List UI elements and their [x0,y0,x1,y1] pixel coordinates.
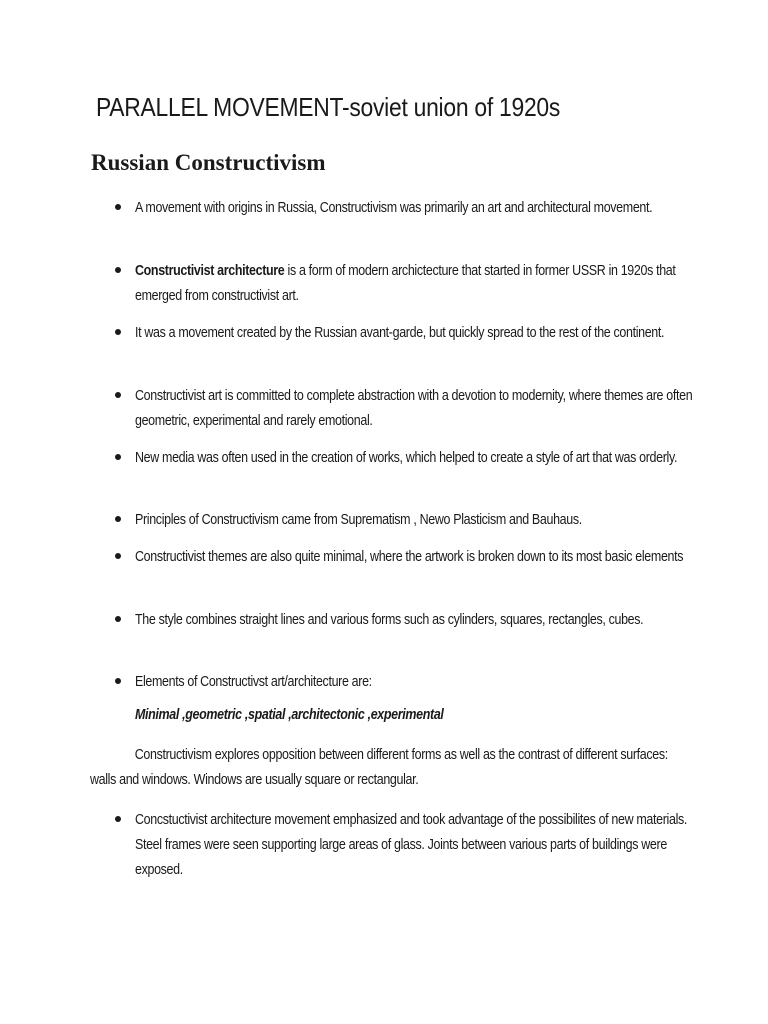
bullet-icon [115,204,121,210]
bullet-text: Constructivist art is committed to complete abstraction with a devotion to modernity, where themes are often geometric, experimental and rarely emotional. [135,388,693,429]
bullet-icon [115,392,121,398]
bullet-icon [115,816,121,822]
bullet-text: Elements of Constructivst art/architecture are: [135,674,372,690]
bullet-icon [115,516,121,522]
bullet-icon [115,329,121,335]
bullet-text: Concstuctivist architecture movement emphasized and took advantage of the possibilites of new materials. Steel frames were seen supporting large areas of glass. Joints between various parts of buildings were exposed. [135,812,688,878]
body-paragraph: Constructivism explores opposition between different forms as well as the contrast of different surfaces: walls and windows. Windows are usually square or rectangular. [90,747,668,788]
bullet-text: A movement with origins in Russia, Constructivism was primarily an art and architectural movement. [135,200,653,216]
elements-list-emphasis: Minimal ,geometric ,spatial ,architectonic ,experimental [135,707,444,723]
bullet-text: Constructivist themes are also quite minimal, where the artwork is broken down to its most basic elements [135,549,684,565]
bullet-text: Principles of Constructivism came from Suprematism , Newo Plasticism and Bauhaus. [135,512,582,528]
bullet-text: It was a movement created by the Russian avant-garde, but quickly spread to the rest of the continent. [135,325,665,341]
bullet-text: Constructivist architecture is a form of modern archictecture that started in former USSR in 1920s that emerged from constructivist art. [135,263,676,304]
bullet-icon [115,267,121,273]
bullet-text: New media was often used in the creation of works, which helped to create a style of art that was orderly. [135,450,678,466]
bullet-icon [115,616,121,622]
document-title: PARALLEL MOVEMENT-soviet union of 1920s [96,92,561,122]
bold-term: Constructivist architecture [135,263,285,279]
bullet-icon [115,553,121,559]
bullet-text: The style combines straight lines and various forms such as cylinders, squares, rectangles, cubes. [135,612,644,628]
section-heading: Russian Constructivism [91,150,326,175]
bullet-icon [115,678,121,684]
bullet-icon [115,454,121,460]
